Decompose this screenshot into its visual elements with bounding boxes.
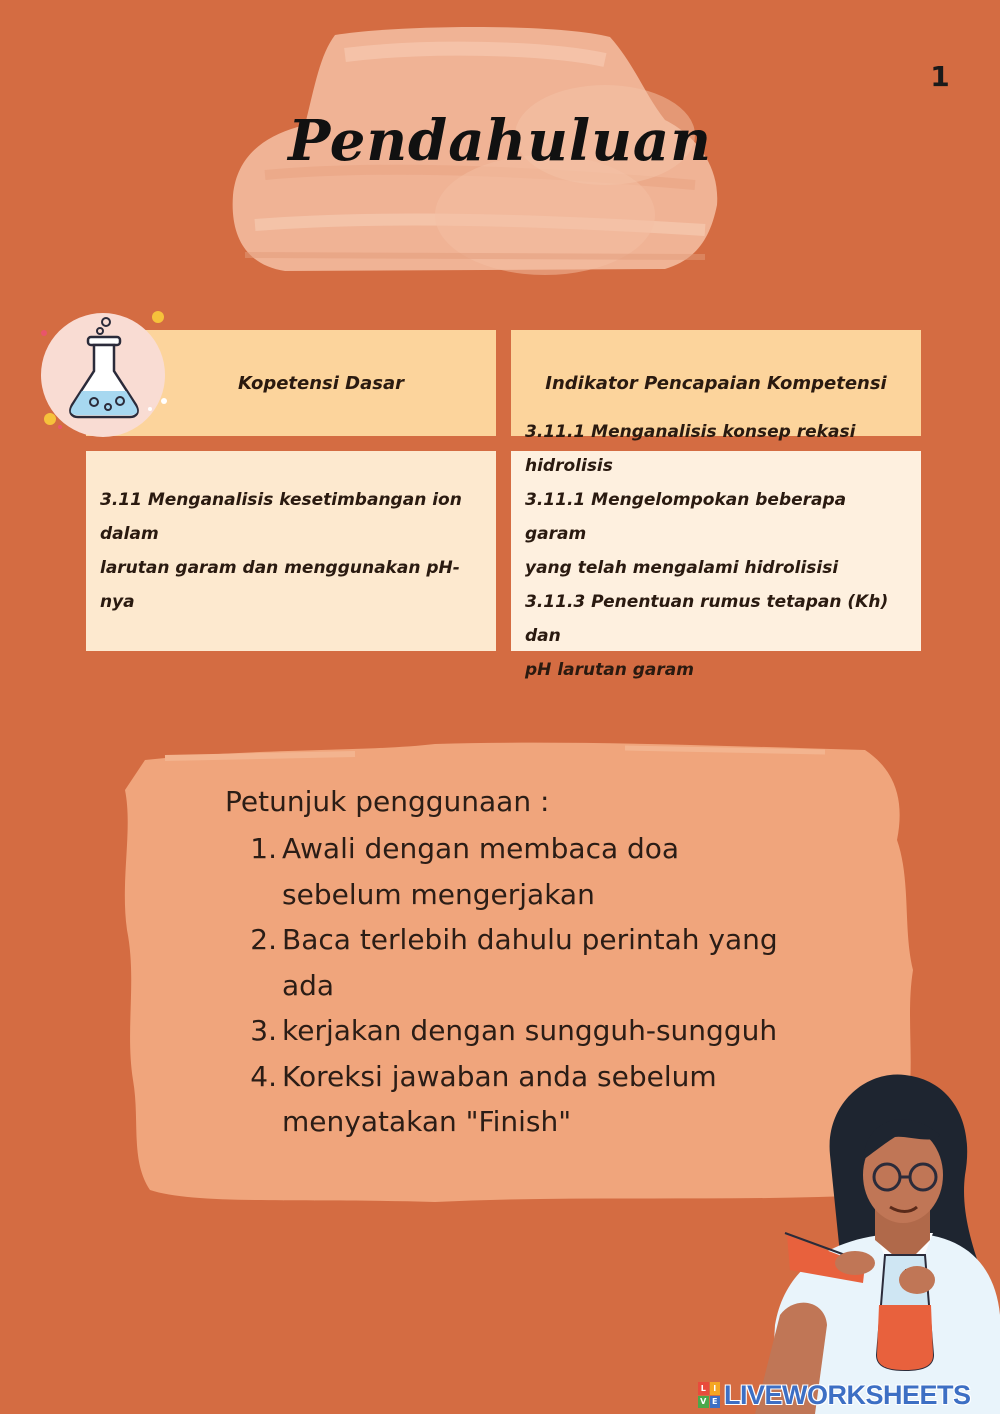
list-item-number: 1. bbox=[250, 832, 277, 865]
flask-icon bbox=[38, 305, 173, 440]
indikator-line: 3.11.1 Menganalisis konsep rekasi hidrolisis bbox=[525, 422, 856, 476]
logo-letter: L bbox=[698, 1382, 709, 1395]
indikator-line: 3.11.1 Mengelompokan beberapa garam bbox=[525, 490, 847, 544]
instructions-list bbox=[225, 826, 825, 1145]
logo-letter: E bbox=[710, 1396, 721, 1409]
list-item bbox=[225, 917, 825, 1008]
list-item-number: 4. bbox=[250, 1059, 277, 1093]
indikator-line: yang telah mengalami hidrolisisi bbox=[525, 558, 839, 578]
page-number: 1 bbox=[930, 60, 950, 93]
list-item-number: 2. bbox=[250, 923, 277, 956]
kd-line: 3.11 Menganalisis kesetimbangan ion dalam bbox=[100, 490, 462, 544]
list-item-line: Awali dengan membaca doa bbox=[282, 832, 680, 865]
list-item-line: kerjakan dengan sungguh-sungguh bbox=[282, 1014, 778, 1047]
list-item-line: ada bbox=[282, 968, 335, 1002]
kd-line: larutan garam dan menggunakan pH-nya bbox=[100, 558, 460, 612]
list-item bbox=[225, 1054, 825, 1145]
list-item-text bbox=[282, 826, 802, 917]
liveworksheets-watermark bbox=[698, 1380, 971, 1410]
indikator-line: pH larutan garam bbox=[525, 660, 694, 680]
header-indikator-label: Indikator Pencapaian Kompetensi bbox=[545, 372, 887, 394]
header-kompetensi-dasar-label: Kopetensi Dasar bbox=[237, 372, 405, 394]
list-item-text bbox=[282, 917, 802, 1008]
list-item-text bbox=[282, 1054, 802, 1145]
cell-kompetensi-dasar bbox=[86, 451, 496, 651]
liveworksheets-logo-icon bbox=[698, 1382, 720, 1408]
list-item bbox=[225, 826, 825, 917]
list-item-line: Koreksi jawaban anda sebelum bbox=[282, 1059, 717, 1093]
logo-letter: I bbox=[710, 1382, 721, 1395]
logo-letter: V bbox=[698, 1396, 709, 1409]
indikator-line: 3.11.3 Penentuan rumus tetapan (Kh) dan bbox=[525, 592, 889, 646]
list-item-line: sebelum mengerjakan bbox=[282, 877, 595, 911]
list-item bbox=[225, 1008, 825, 1054]
list-item-text bbox=[282, 1008, 802, 1054]
instructions-block bbox=[225, 782, 825, 1145]
watermark-text: LIVEWORKSHEETS bbox=[724, 1379, 971, 1410]
list-item-line: menyatakan "Finish" bbox=[282, 1105, 572, 1138]
cell-indikator bbox=[511, 422, 921, 680]
page-title: Pendahuluan bbox=[288, 108, 712, 174]
list-item-number: 3. bbox=[250, 1014, 277, 1047]
instructions-heading: Petunjuk penggunaan : bbox=[225, 785, 550, 818]
scientist-illustration bbox=[755, 1065, 1000, 1414]
list-item-line: Baca terlebih dahulu perintah yang bbox=[282, 923, 778, 956]
